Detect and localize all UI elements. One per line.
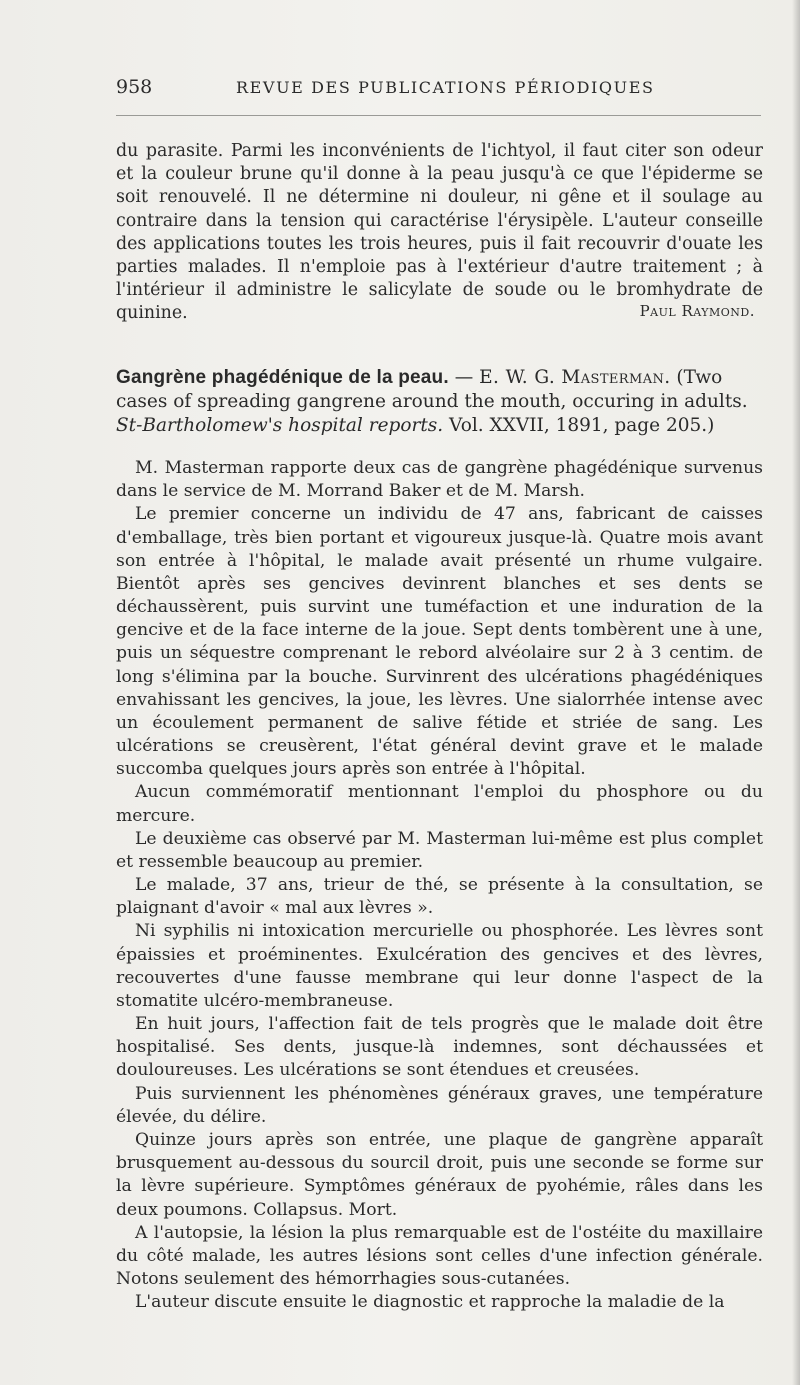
paragraph: Ni syphilis ni intoxication mercurielle ou phosphorée. Les lèvres sont épaissies et proéminentes. Exulcération des gencives et des lèvres, recouvertes d'une fausse membrane qui leur donne l'aspect de la stomatite ulcéro-membraneuse. — [116, 921, 763, 1011]
journal-title: St-Bartholomew's hospital reports. — [116, 415, 444, 436]
page-number: 958 — [116, 76, 153, 98]
page-edge-shadow — [792, 0, 800, 1385]
paragraph: Le premier concerne un individu de 47 ans, fabricant de caisses d'emballage, très bien portant et vigoureux jusque-là. Quatre mois avant son entrée à l'hôpital, le malade avait présenté un rhume vulgaire. Bientôt après ses gencives devinrent blanches et ses dents se déchaussèrent, puis survint une tuméfaction et une induration de la gencive et de la face interne de la joue. Sept dents tombèrent une à une, puis un séquestre comprenant le rebord alvéolaire sur 2 à 3 centim. de long s'élimina par la bouche. Survinrent des ulcérations phagédéniques envahissant les gencives, la joue, les lèvres. Une sialorrhée intense avec un écoulement permanent de salive fétide et striée de sang. Les ulcérations se creusèrent, l'état général devint grave et le malade succomba quelques jours après son entrée à l'hôpital. — [116, 504, 763, 780]
running-head: REVUE DES PUBLICATIONS PÉRIODIQUES — [236, 78, 655, 97]
article-heading — [116, 366, 764, 438]
previous-article-paragraph: du parasite. Parmi les inconvénients de l'ichtyol, il faut citer son odeur et la couleur brune qu'il donne à la peau jusqu'à ce que l'épiderme se soit renouvelé. Il ne détermine ni douleur, ni gêne et il soulage au contraire dans la tension qui caractérise l'érysipèle. L'auteur conseille des applications toutes les trois heures, puis il fait recouvrir d'ouate les parties malades. Il n'emploie pas à l'extérieur d'autre traitement ; à l'intérieur il administre le salicylate de soude ou le bromhydrate de quinine. — [116, 141, 763, 324]
article-title: Gangrène phagédénique de la peau. — [116, 367, 449, 388]
paragraph: Puis surviennent les phénomènes généraux graves, une température élevée, du délire. — [116, 1083, 763, 1127]
title-dash: — — [448, 367, 480, 388]
paragraph: M. Masterman rapporte deux cas de gangrène phagédénique survenus dans le service de M. Morrand Baker et de M. Marsh. — [116, 458, 763, 502]
paragraph: En huit jours, l'affection fait de tels progrès que le malade doit être hospitalisé. Ses dents, jusque-là indemnes, sont déchaussées et douloureuses. Les ulcérations se sont étendues et creusées. — [116, 1014, 763, 1081]
article-author: E. W. G. Masterman. — [479, 367, 671, 388]
paragraph: Aucun commémoratif mentionnant l'emploi du phosphore ou du mercure. — [116, 782, 763, 826]
paragraph: A l'autopsie, la lésion la plus remarquable est de l'ostéite du maxillaire du côté malade, les autres lésions sont celles d'une infection générale. Notons seulement des hémorrhagies sous-cutanées. — [116, 1222, 763, 1290]
previous-article-text — [116, 140, 763, 326]
article-body — [116, 457, 763, 1314]
paragraph: Quinze jours après son entrée, une plaque de gangrène apparaît brusquement au-dessous du sourcil droit, puis une seconde se forme sur la lèvre supérieure. Symptômes généraux de pyohémie, râles dans les deux poumons. Collapsus. Mort. — [116, 1129, 763, 1220]
source-close: Vol. XXVII, 1891, page 205.) — [443, 415, 715, 436]
author-signature: Paul Raymond. — [639, 302, 755, 320]
header-rule — [116, 115, 761, 116]
source-open: (Two cases of spreading gangrene around the mouth, occuring in adults. — [116, 367, 748, 412]
page-header — [116, 76, 761, 104]
paragraph: Le malade, 37 ans, trieur de thé, se présente à la consultation, se plaignant d'avoir « mal aux lèvres ». — [116, 875, 763, 919]
paragraph: Le deuxième cas observé par M. Masterman lui-même est plus complet et ressemble beaucoup au premier. — [116, 828, 763, 872]
paragraph: L'auteur discute ensuite le diagnostic et rapproche la maladie de la — [135, 1292, 725, 1313]
